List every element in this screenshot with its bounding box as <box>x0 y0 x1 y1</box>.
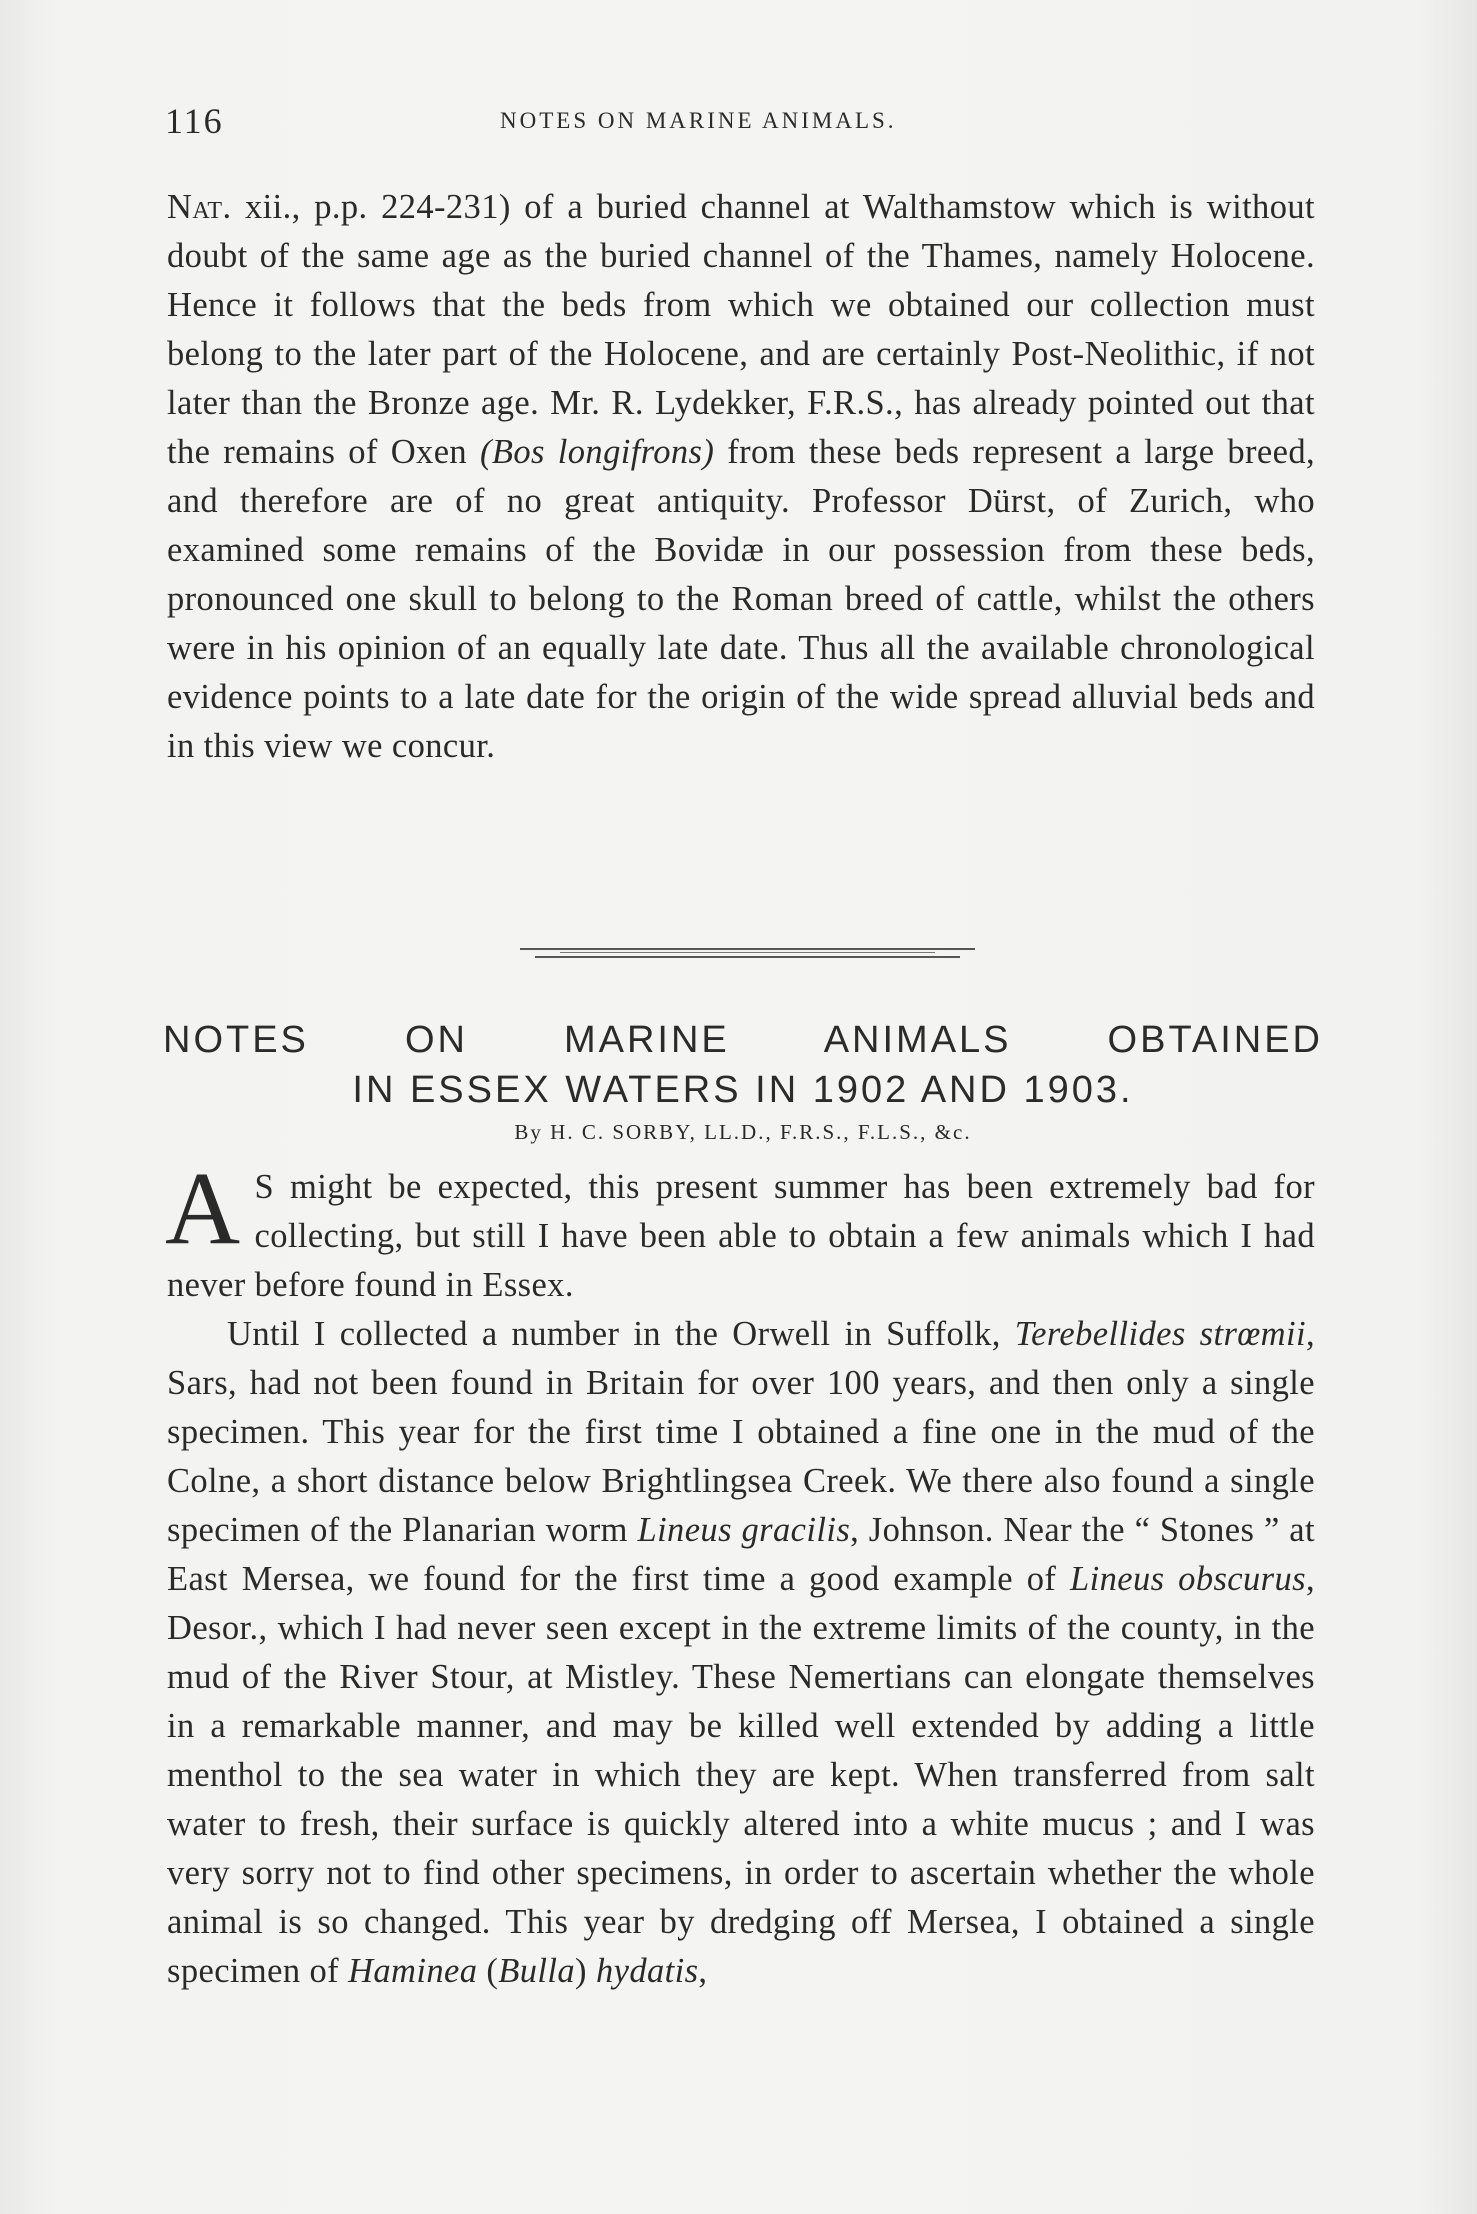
species-name: Terebellides strœmii <box>1014 1315 1306 1353</box>
paragraph-text-cont: from these beds represent a large breed, and therefore are of no great antiquity. Professor Dürst, of Zurich, who examined some remains of the Bovidæ in our possession from these beds, pronounced one skull to belong to the Roman breed of cattle, whilst the others were in his opinion of an equally late date. Thus all the available chronological evidence points to a late date for the origin of the wide spread alluvial beds and in this view we concur. <box>167 433 1315 765</box>
species-name: hydatis <box>595 1952 699 1990</box>
section-divider <box>520 948 975 958</box>
paragraph-text: ) <box>575 1952 596 1990</box>
paragraph-text: ( <box>477 1952 499 1990</box>
paragraph-text: xii., p.p. 224-231) of a buried channel at Walthamstow which is without doubt of the same age as the buried channel of the Thames, namely Holocene. Hence it follows that the beds from which we obtained our collection must belong to the later part of the Holocene, and are certainly Post-Neolithic, if not later than the Bronze age. Mr. R. Lydekker, F.R.S., has already pointed out that the remains of Oxen <box>167 188 1315 471</box>
author-byline: By H. C. SORBY, LL.D., F.R.S., F.L.S., &c. <box>514 1120 972 1144</box>
article-title <box>163 1015 1323 1115</box>
species-name: Lineus obscurus <box>1070 1560 1306 1598</box>
paragraph-text: S might be expected, this present summer has been extremely bad for collecting, but still I have been able to obtain a few animals which I had never before found in Essex. <box>167 1168 1315 1304</box>
species-name: Haminea <box>348 1952 478 1990</box>
running-title: NOTES ON MARINE ANIMALS. <box>500 108 897 133</box>
species-name: (Bos longifrons) <box>480 433 715 471</box>
paragraph-previous-article-end <box>167 183 1315 771</box>
paragraph-text: , Sars, had not been found in Britain for over 100 years, and then only a single specimen. This year for the first time I obtained a fine one in the mud of the Colne, a short distance below Brightlingsea Creek. We there also found a single specimen of the Planarian worm <box>167 1315 1315 1549</box>
paragraph-text: Until I collected a number in the Orwell in Suffolk, <box>227 1315 1015 1353</box>
page-number: 116 <box>165 101 224 141</box>
running-head <box>165 100 1320 146</box>
article-title-line-2: IN ESSEX WATERS IN 1902 AND 1903. <box>352 1069 1134 1111</box>
species-name: Lineus gracilis <box>637 1511 851 1549</box>
species-name: Bulla <box>498 1952 576 1990</box>
article-title-line-1: NOTES ON MARINE ANIMALS OBTAINED <box>163 1019 1323 1061</box>
paragraph-text: , Johnson. Near the “ Stones ” at East Mersea, we found for the first time a good example of <box>167 1511 1316 1598</box>
paragraph-text: , Desor., which I had never seen except in the extreme limits of the county, in the mud of the River Stour, at Mistley. These Nemertians can elongate themselves in a remarkable manner, and may be killed well extended by adding a little menthol to the sea water in which they are kept. When transferred from salt water to fresh, their surface is quickly altered into a white mucus ; and I was very sorry not to find other specimens, in order to ascertain whether the whole animal is so changed. This year by dredging off Mersea, I obtained a single specimen of <box>167 1560 1315 1990</box>
drop-cap: A <box>165 1151 241 1266</box>
body-paragraph <box>167 1310 1315 1996</box>
journal-abbreviation: Nat. <box>167 188 232 226</box>
paragraph-text: , <box>698 1952 708 1990</box>
opening-paragraph <box>165 1151 1315 1310</box>
